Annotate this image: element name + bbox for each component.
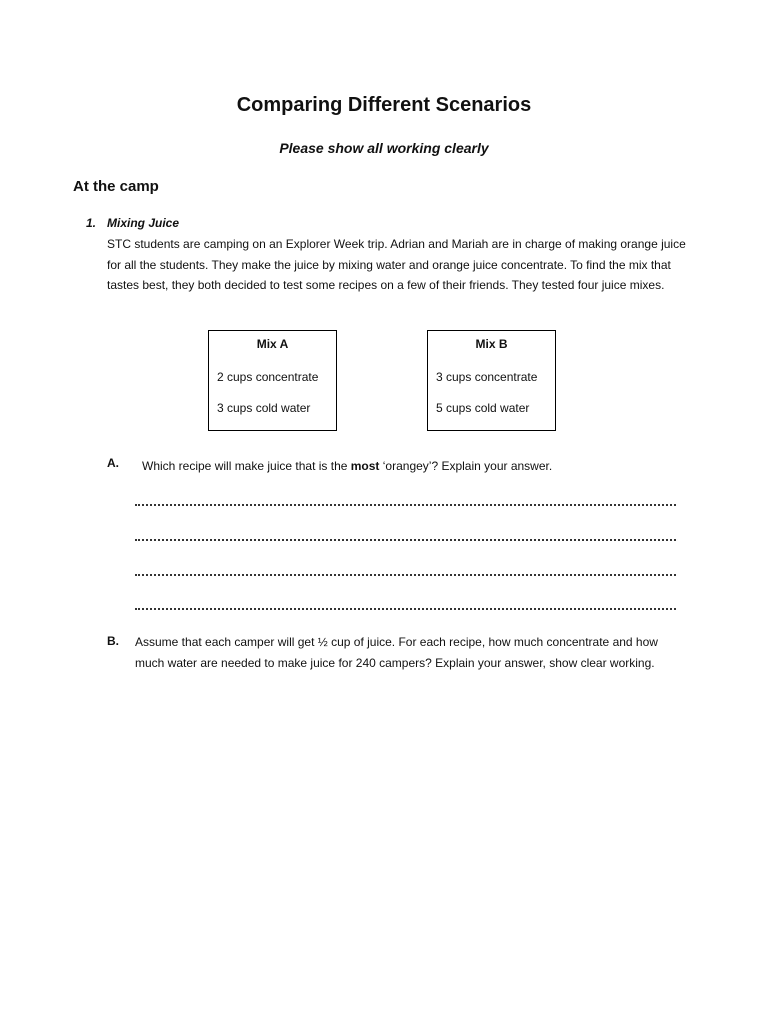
part-a-question [142, 456, 682, 477]
mix-a-water: 3 cups cold water [217, 401, 311, 415]
answer-line[interactable] [135, 536, 676, 541]
mix-b-concentrate: 3 cups concentrate [436, 370, 538, 384]
page-subtitle: Please show all working clearly [279, 140, 489, 156]
question-number: 1. [86, 216, 97, 230]
answer-line[interactable] [135, 571, 676, 576]
part-a-text-bold: most [350, 459, 380, 473]
answer-line[interactable] [135, 605, 676, 610]
mix-b-name: Mix B [475, 337, 508, 351]
part-a-text-after: ‘orangey’? Explain your answer. [379, 459, 553, 473]
part-b-question: Assume that each camper will get ½ cup of juice. For each recipe, how much concentrate and how much water are needed to make juice for 240 campers? Explain your answer, show clear working. [135, 635, 658, 670]
answer-line[interactable] [135, 501, 676, 506]
mix-a-concentrate: 2 cups concentrate [217, 370, 319, 384]
mix-a-box [208, 330, 337, 431]
part-a-letter: A. [107, 456, 119, 470]
question-intro: STC students are camping on an Explorer Week trip. Adrian and Mariah are in charge of making orange juice for all the students. They make the juice by mixing water and orange juice concentrate. To find the mix that tastes best, they both decided to test some recipes on a few of their friends. They tested four juice mixes. [107, 237, 686, 292]
section-heading: At the camp [73, 178, 159, 195]
part-b-letter: B. [107, 634, 119, 648]
question-title: Mixing Juice [107, 216, 180, 230]
mix-b-water: 5 cups cold water [436, 401, 530, 415]
part-a-text-before: Which recipe will make juice that is the [142, 459, 351, 473]
page-title: Comparing Different Scenarios [236, 94, 532, 116]
mix-a-name: Mix A [256, 337, 289, 351]
mix-b-box [427, 330, 556, 431]
